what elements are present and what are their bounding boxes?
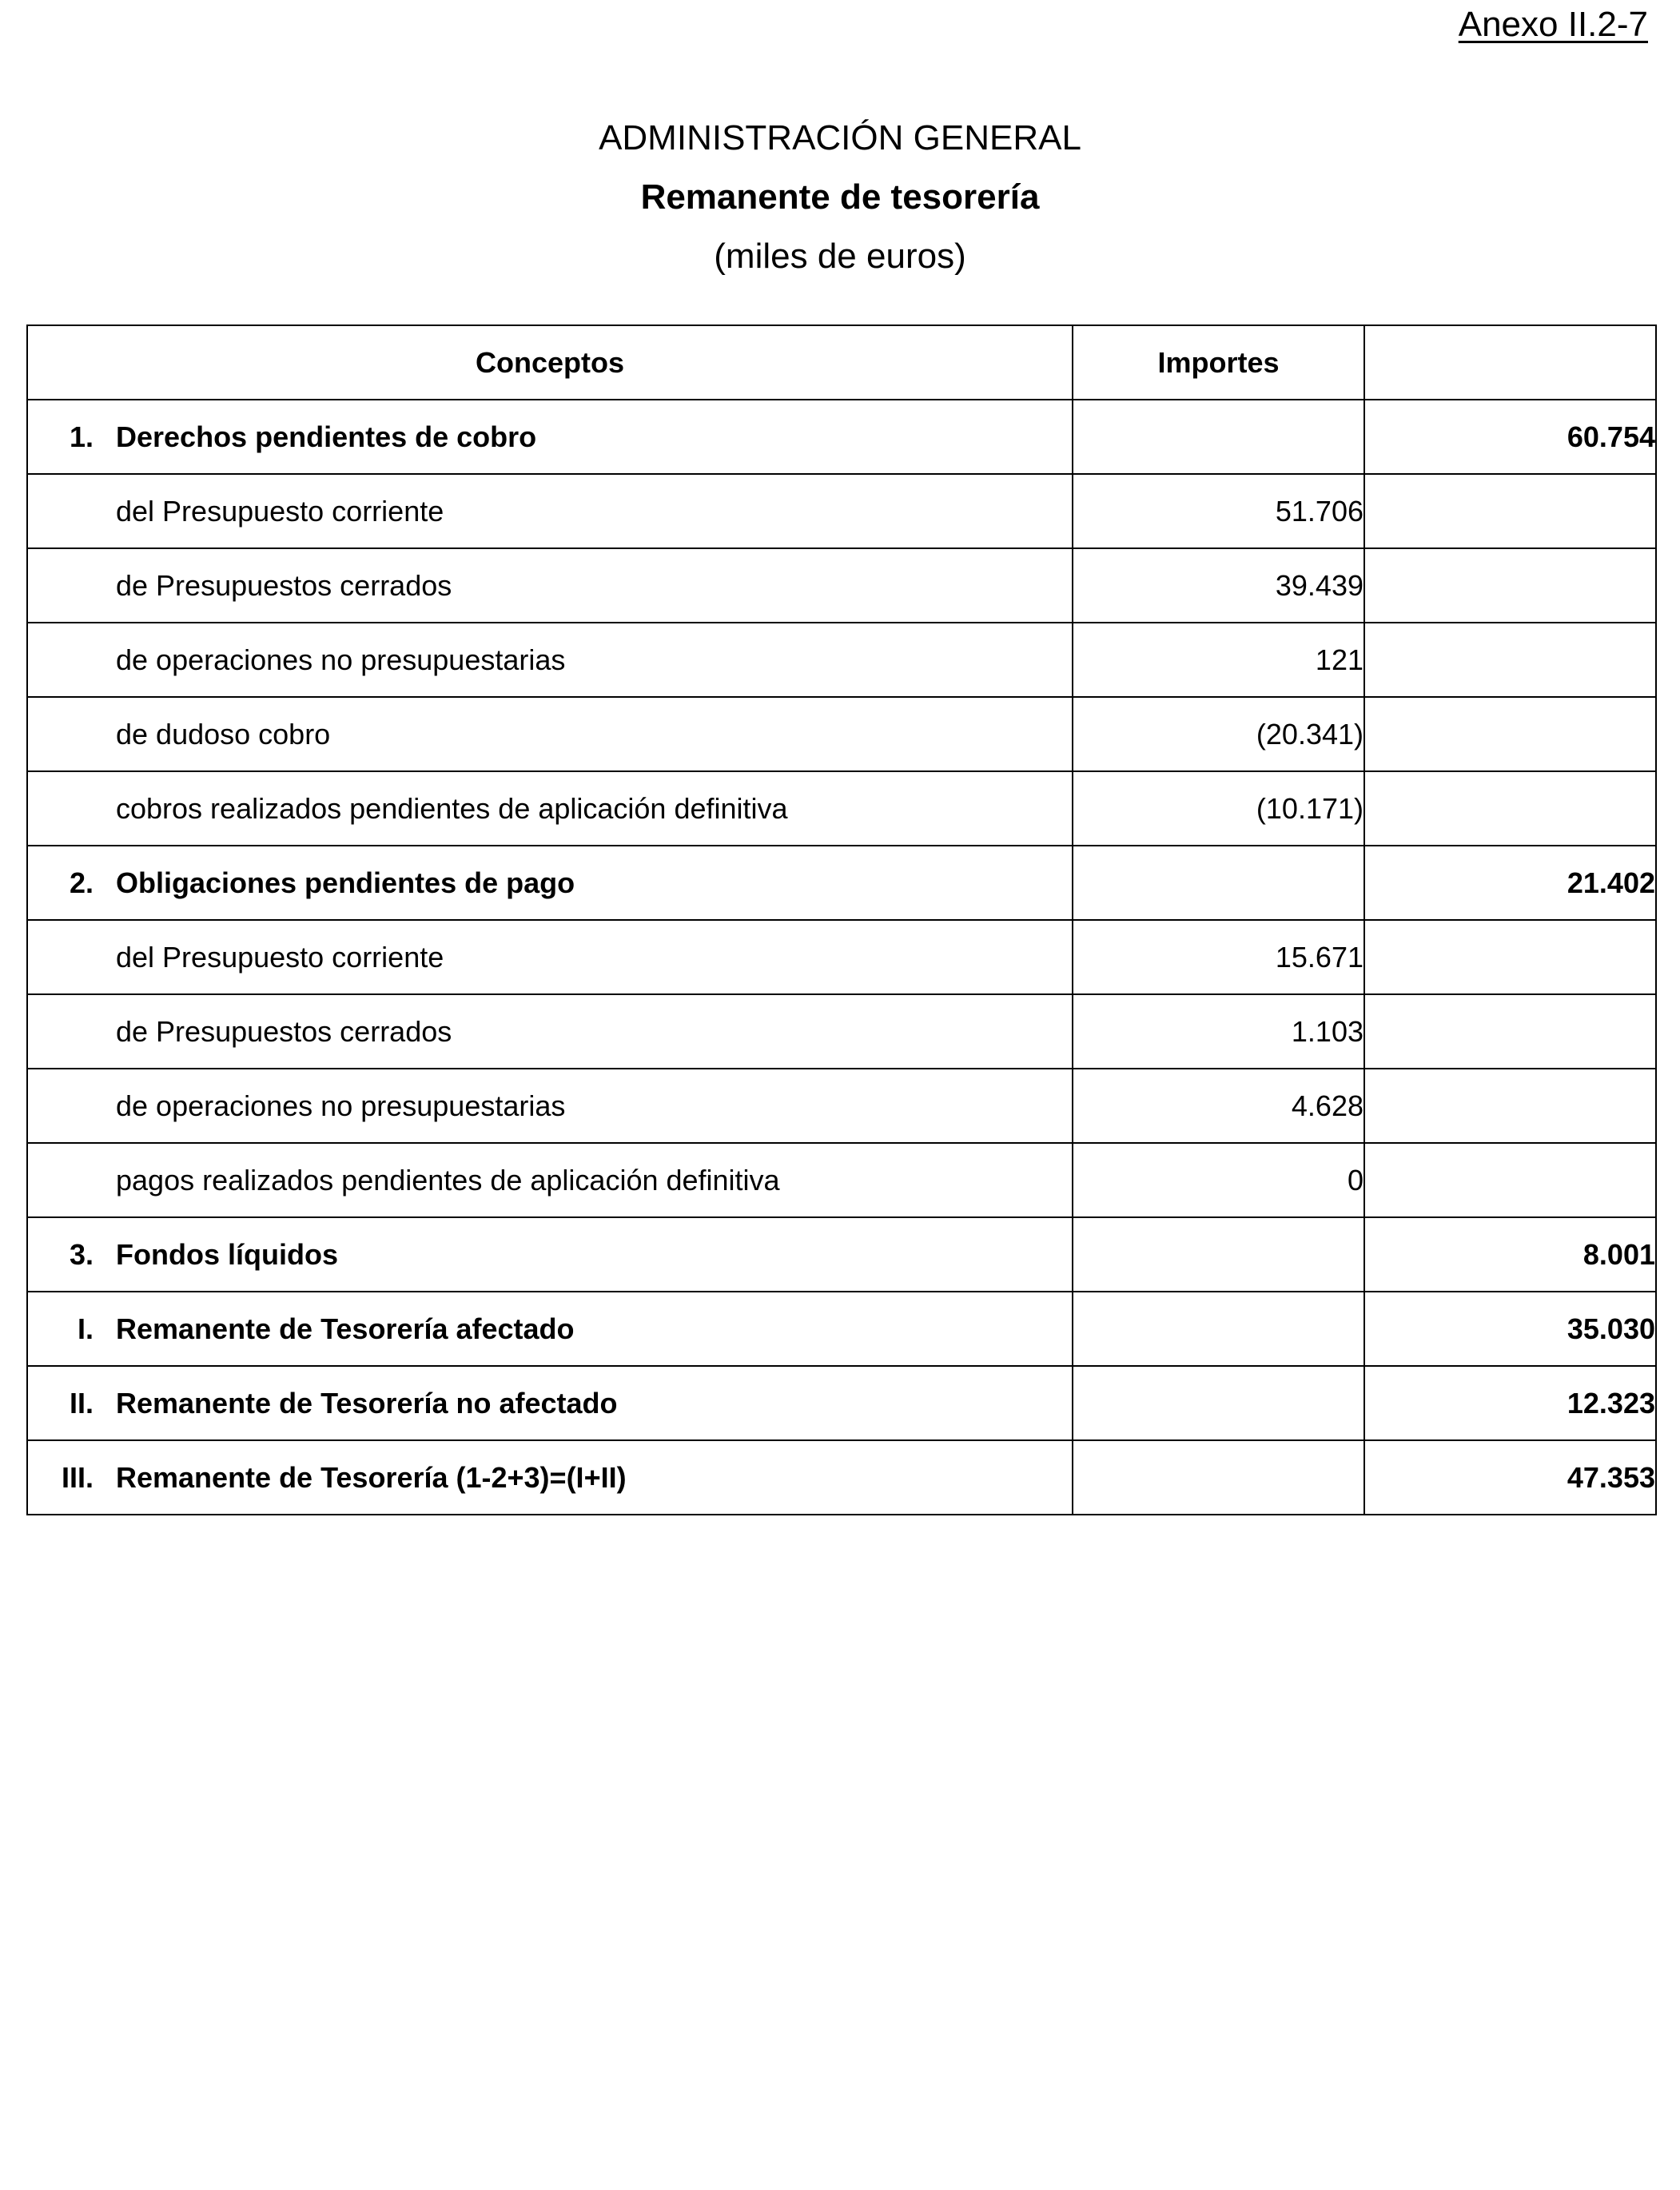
concept-text: Remanente de Tesorería no afectado [116,1386,618,1420]
total-cell: 8.001 [1364,1217,1656,1292]
amount-cell: (20.341) [1073,697,1364,771]
amount-cell [1073,1292,1364,1366]
total-cell [1364,920,1656,994]
organization-heading: ADMINISTRACIÓN GENERAL [599,118,1081,157]
concept-text: del Presupuesto corriente [116,940,444,974]
amount-cell: (10.171) [1073,771,1364,846]
table-row [27,548,1656,623]
concept-text: cobros realizados pendientes de aplicación definitiva [116,791,788,825]
table-row [27,1069,1656,1143]
row-number: 1. [69,420,94,453]
table-row [27,474,1656,548]
total-cell: 12.323 [1364,1366,1656,1440]
concept-cell [27,548,1073,623]
concept-text: Fondos líquidos [116,1237,338,1271]
table-row [27,1440,1656,1515]
total-cell: 60.754 [1364,400,1656,474]
table-body [27,400,1656,1515]
amount-cell: 15.671 [1073,920,1364,994]
concept-cell [27,1143,1073,1217]
concept-text: pagos realizados pendientes de aplicación definitiva [116,1163,780,1197]
concept-cell [27,474,1073,548]
concept-cell [27,697,1073,771]
units-subtitle: (miles de euros) [714,237,966,276]
concept-cell [27,846,1073,920]
concept-text: de Presupuestos cerrados [116,568,452,602]
row-number: III. [61,1460,94,1494]
header-concepts: Conceptos [27,325,1073,400]
total-cell [1364,1143,1656,1217]
concept-text: Remanente de Tesorería afectado [116,1312,575,1345]
concept-text: de dudoso cobro [116,717,331,751]
concept-cell [27,1292,1073,1366]
amount-cell: 4.628 [1073,1069,1364,1143]
concept-cell [27,623,1073,697]
table-row [27,1292,1656,1366]
total-cell: 47.353 [1364,1440,1656,1515]
table-row [27,400,1656,474]
concept-text: de Presupuestos cerrados [116,1014,452,1048]
amount-cell: 0 [1073,1143,1364,1217]
total-cell [1364,771,1656,846]
table-row [27,697,1656,771]
row-number: I. [77,1312,94,1345]
amount-cell: 1.103 [1073,994,1364,1069]
concept-text: de operaciones no presupuestarias [116,643,566,676]
treasury-table [26,325,1657,1515]
total-cell [1364,1069,1656,1143]
table-row [27,846,1656,920]
concept-text: del Presupuesto corriente [116,494,444,528]
row-number: 3. [69,1237,94,1271]
row-number: II. [69,1386,94,1420]
amount-cell [1073,400,1364,474]
amount-cell: 51.706 [1073,474,1364,548]
table-row [27,771,1656,846]
table-row [27,1217,1656,1292]
amount-cell [1073,1440,1364,1515]
amount-cell: 121 [1073,623,1364,697]
row-number: 2. [69,866,94,899]
table-row [27,920,1656,994]
header-totals [1364,325,1656,400]
annex-label: Anexo II.2-7 [1458,5,1648,44]
concept-cell [27,1366,1073,1440]
table-row [27,994,1656,1069]
total-cell [1364,623,1656,697]
total-cell: 35.030 [1364,1292,1656,1366]
table-row [27,1366,1656,1440]
amount-cell [1073,1217,1364,1292]
amount-cell: 39.439 [1073,548,1364,623]
table-header-row [27,325,1656,400]
concept-text: Obligaciones pendientes de pago [116,866,575,899]
concept-cell [27,1217,1073,1292]
total-cell [1364,548,1656,623]
concept-cell [27,920,1073,994]
total-cell [1364,474,1656,548]
concept-cell [27,1440,1073,1515]
table-row [27,623,1656,697]
concept-cell [27,994,1073,1069]
concept-cell [27,771,1073,846]
table-row [27,1143,1656,1217]
header-amounts: Importes [1073,325,1364,400]
concept-text: de operaciones no presupuestarias [116,1089,566,1122]
amount-cell [1073,846,1364,920]
concept-text: Derechos pendientes de cobro [116,420,537,453]
total-cell [1364,697,1656,771]
total-cell [1364,994,1656,1069]
document-title: Remanente de tesorería [640,177,1040,217]
concept-text: Remanente de Tesorería (1-2+3)=(I+II) [116,1460,627,1494]
concept-cell [27,1069,1073,1143]
amount-cell [1073,1366,1364,1440]
concept-cell [27,400,1073,474]
total-cell: 21.402 [1364,846,1656,920]
